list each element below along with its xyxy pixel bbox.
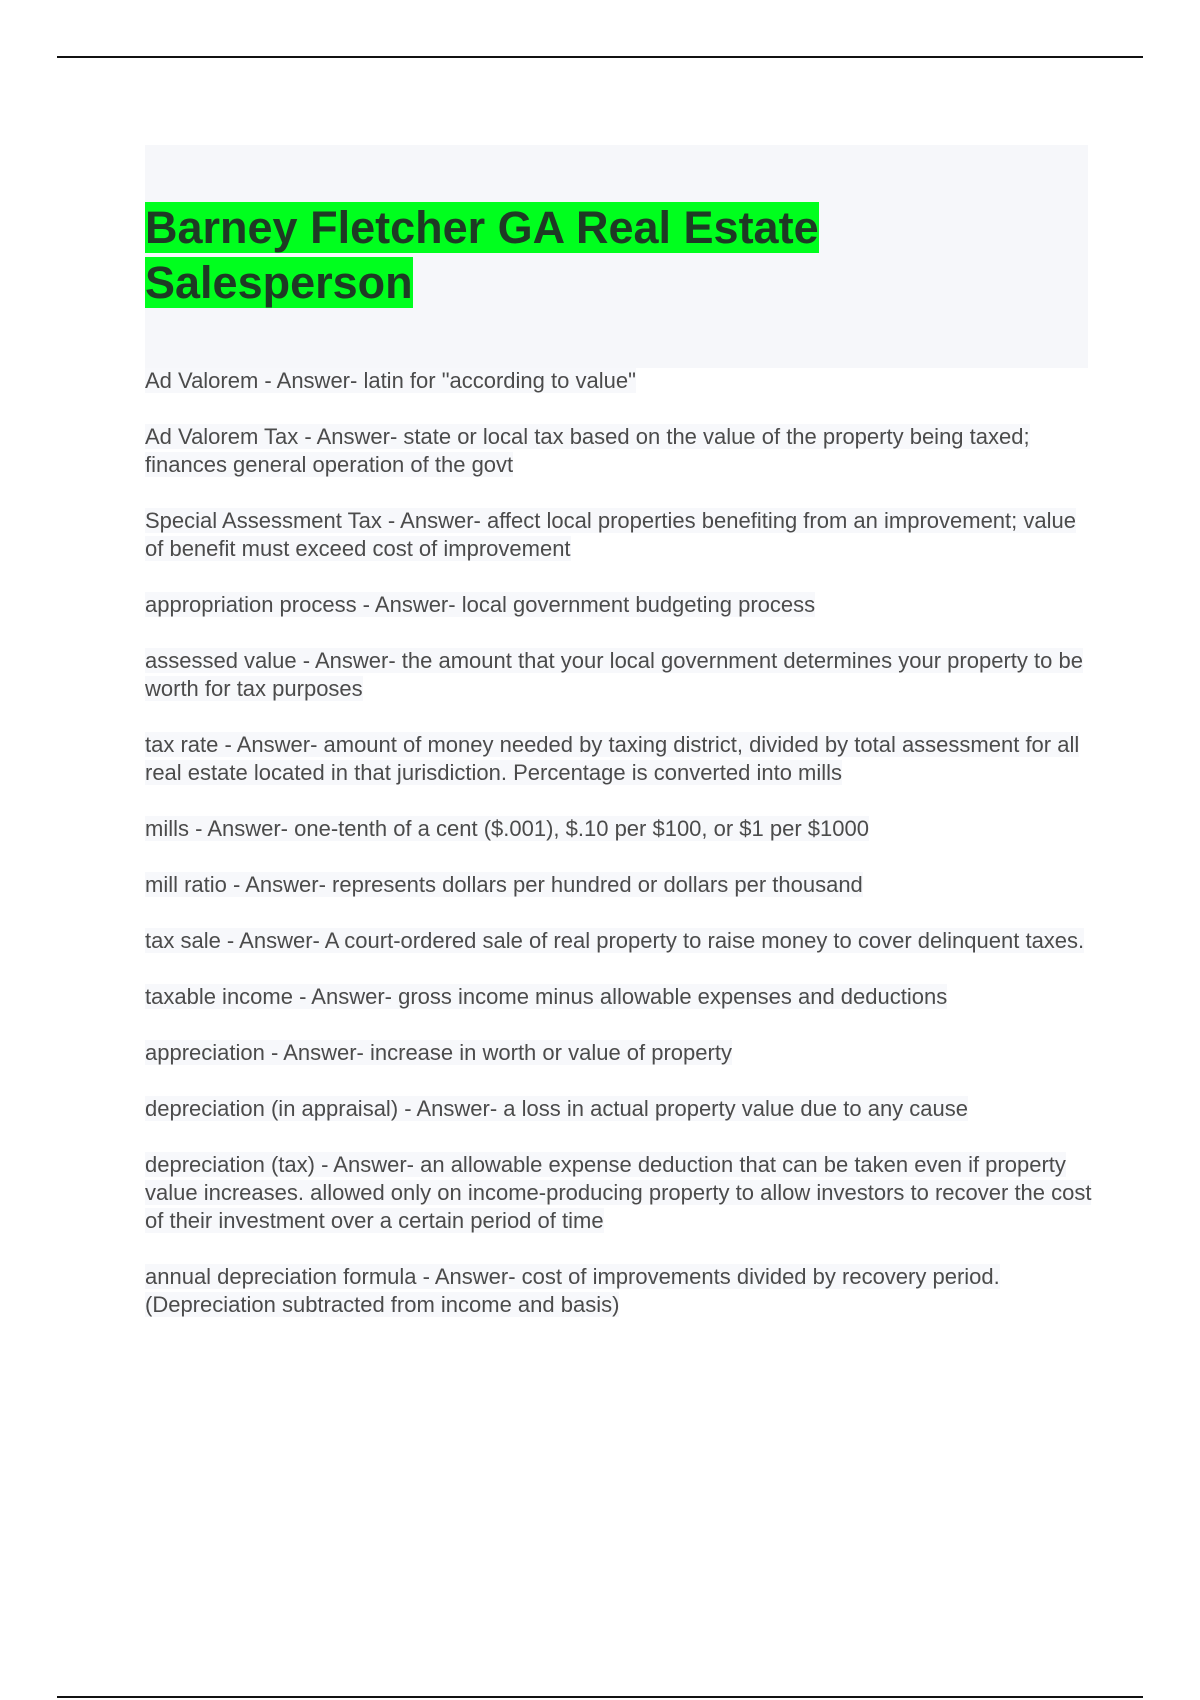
flashcard-entry-text: depreciation (in appraisal) - Answer- a loss in actual property value due to any cause (145, 1096, 969, 1121)
page-bottom-rule (57, 1696, 1143, 1698)
flashcard-entry-text: tax rate - Answer- amount of money needed by taxing district, divided by total assessment for all real estate located in that jurisdiction. Percentage is converted into mills (145, 732, 1080, 785)
flashcard-entry (145, 871, 1095, 899)
flashcard-entry (145, 647, 1095, 703)
flashcard-entry (145, 1263, 1095, 1319)
document-title-text: Barney Fletcher GA Real Estate Salesperson (145, 202, 819, 308)
flashcard-entry (145, 1095, 1095, 1123)
flashcard-entry (145, 927, 1095, 955)
flashcard-entry-text: Ad Valorem - Answer- latin for "according to value" (145, 368, 636, 393)
flashcard-entry (145, 983, 1095, 1011)
flashcard-entry-text: appropriation process - Answer- local government budgeting process (145, 592, 816, 617)
flashcard-entry-text: depreciation (tax) - Answer- an allowable expense deduction that can be taken even if property value increases. allowed only on income-producing property to allow investors to recover the cost of their investment over a certain period of time (145, 1152, 1092, 1233)
flashcard-entry-text: tax sale - Answer- A court-ordered sale of real property to raise money to cover delinquent taxes. (145, 928, 1085, 953)
flashcard-entry (145, 367, 1095, 395)
document-title (145, 200, 1045, 310)
flashcard-entry (145, 1151, 1095, 1235)
flashcard-entry-text: Ad Valorem Tax - Answer- state or local tax based on the value of the property being taxed; finances general operation of the govt (145, 424, 1030, 477)
page-top-rule (57, 56, 1143, 58)
flashcard-entry (145, 731, 1095, 787)
flashcard-entry (145, 591, 1095, 619)
flashcard-entry-text: mills - Answer- one-tenth of a cent ($.001), $.10 per $100, or $1 per $1000 (145, 816, 869, 841)
flashcard-entry (145, 1039, 1095, 1067)
flashcard-entry-text: appreciation - Answer- increase in worth or value of property (145, 1040, 732, 1065)
flashcard-entry-text: annual depreciation formula - Answer- cost of improvements divided by recovery period. (Depreciation subtracted from income and basis) (145, 1264, 1000, 1317)
flashcard-entry-text: Special Assessment Tax - Answer- affect local properties benefiting from an improvement; value of benefit must exceed cost of improvement (145, 508, 1076, 561)
flashcard-entry (145, 507, 1095, 563)
flashcard-entry-text: assessed value - Answer- the amount that your local government determines your property to be worth for tax purposes (145, 648, 1083, 701)
flashcard-entry (145, 815, 1095, 843)
flashcard-entry-text: taxable income - Answer- gross income minus allowable expenses and deductions (145, 984, 948, 1009)
flashcard-entry (145, 423, 1095, 479)
flashcard-entry-text: mill ratio - Answer- represents dollars per hundred or dollars per thousand (145, 872, 863, 897)
flashcard-list (145, 367, 1095, 1347)
